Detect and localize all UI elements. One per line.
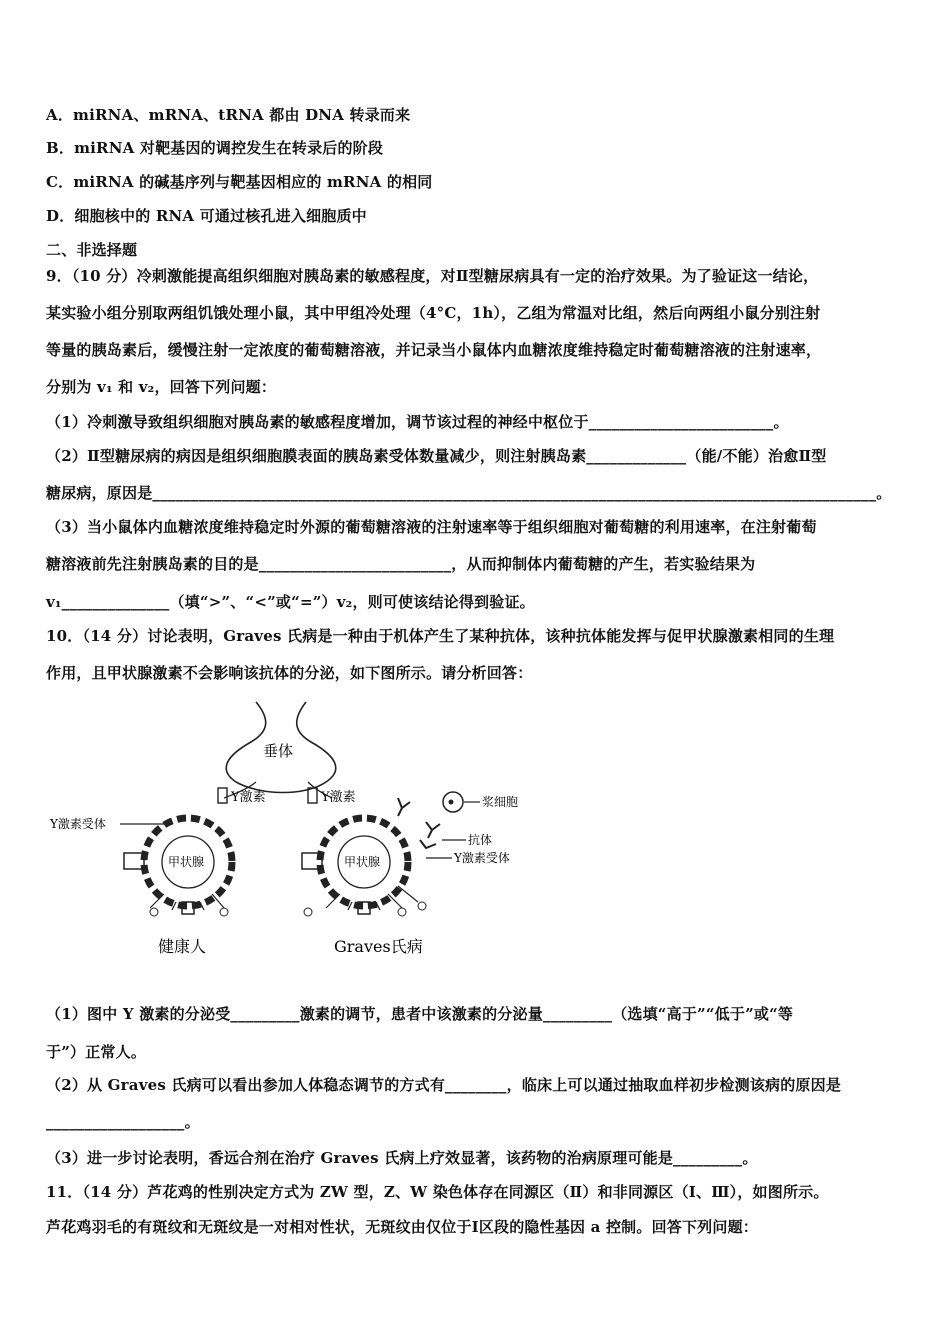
antibody-icon (398, 798, 410, 816)
thyroid-label: 甲状腺 (344, 855, 381, 869)
antibody-label: 抗体 (468, 833, 493, 847)
section-heading: 二、非选择题 (46, 241, 138, 259)
q9-line: 糖溶液前先注射胰岛素的目的是_________________________，从而抑制体内葡萄糖的产生，若实验结果为 (46, 555, 756, 573)
q11-line: 11．（14 分）芦花鸡的性别决定方式为 ZW 型，Z、W 染色体存在同源区（Ⅱ）和非同源区（Ⅰ、Ⅲ），如图所示。 (46, 1183, 829, 1201)
y-hormone-label: Y激素 (321, 790, 356, 805)
graves-diagram (46, 690, 606, 970)
q10-line: 10．（14 分）讨论表明，Graves 氏病是一种由于机体产生了某种抗体，该种抗体能发挥与促甲状腺激素相同的生理 (46, 627, 835, 645)
q9-line: 糖尿病，原因是______________________________________________________________________________________________。 (46, 484, 892, 502)
q9-line: 9．（10 分）冷刺激能提高组织细胞对胰岛素的敏感程度，对Ⅱ型糖尿病具有一定的治疗效果。为了验证这一结论， (46, 267, 819, 285)
q10-line: （3）进一步讨论表明，香远合剂在治疗 Graves 氏病上疗效显著，该药物的治病原理可能是_________。 (46, 1149, 758, 1167)
plasma-cell-label: 浆细胞 (482, 795, 519, 809)
q10-line: （1）图中 Y 激素的分泌受_________激素的调节，患者中该激素的分泌量_________（选填“高于”“低于”或“等 (46, 1005, 794, 1023)
q10-line: 作用，且甲状腺激素不会影响该抗体的分泌，如下图所示。请分析回答： (46, 664, 533, 682)
y-hormone-label: Y激素 (231, 790, 266, 805)
antibody-icon (420, 840, 436, 848)
thyroid-label: 甲状腺 (168, 855, 205, 869)
q9-line: 某实验小组分别取两组饥饿处理小鼠，其中甲组冷处理（4°C，1h），乙组为常温对比组，然后向两组小鼠分别注射 (46, 304, 821, 322)
q9-line: 等量的胰岛素后，缓慢注射一定浓度的葡萄糖溶液，并记录当小鼠体内血糖浓度维持稳定时葡萄糖溶液的注射速率， (46, 341, 822, 359)
y-hormone-icon (218, 788, 227, 803)
q11-line: 芦花鸡羽毛的有斑纹和无斑纹是一对相对性状，无斑纹由仅位于Ⅰ区段的隐性基因 a 控制。回答下列问题： (46, 1218, 758, 1236)
q10-line: （2）从 Graves 氏病可以看出参加人体稳态调节的方式有________，临床上可以通过抽取血样初步检测该病的原因是 (46, 1076, 842, 1094)
pituitary-label: 垂体 (263, 742, 294, 760)
q9-line: （1）冷刺激导致组织细胞对胰岛素的敏感程度增加，调节该过程的神经中枢位于________________________。 (46, 413, 789, 431)
option-b: B．miRNA 对靶基因的调控发生在转录后的阶段 (46, 139, 384, 157)
option-d: D．细胞核中的 RNA 可通过核孔进入细胞质中 (46, 207, 367, 225)
graves-label: Graves氏病 (334, 937, 423, 956)
healthy-label: 健康人 (158, 937, 207, 956)
option-a: A．miRNA、mRNA、tRNA 都由 DNA 转录而来 (46, 106, 411, 124)
q10-line: __________________。 (46, 1113, 200, 1131)
q9-line: （2）Ⅱ型糖尿病的病因是组织细胞膜表面的胰岛素受体数量减少，则注射胰岛素_____________（能/不能）治愈Ⅱ型 (46, 447, 827, 465)
y-receptor-label: Y激素受体 (454, 851, 510, 865)
q9-line: （3）当小鼠体内血糖浓度维持稳定时外源的葡萄糖溶液的注射速率等于组织细胞对葡萄糖的利用速率，在注射葡萄 (46, 518, 817, 536)
antibody-icon (426, 822, 440, 838)
option-c: C．miRNA 的碱基序列与靶基因相应的 mRNA 的相同 (46, 173, 433, 191)
q10-line: 于”）正常人。 (46, 1043, 147, 1061)
q9-line: v₁______________（填“>”、“<”或“=”）v₂，则可使该结论得到验证。 (46, 593, 535, 611)
q9-line: 分别为 v₁ 和 v₂，回答下列问题： (46, 378, 277, 396)
y-receptor-label: Y激素受体 (50, 817, 106, 831)
